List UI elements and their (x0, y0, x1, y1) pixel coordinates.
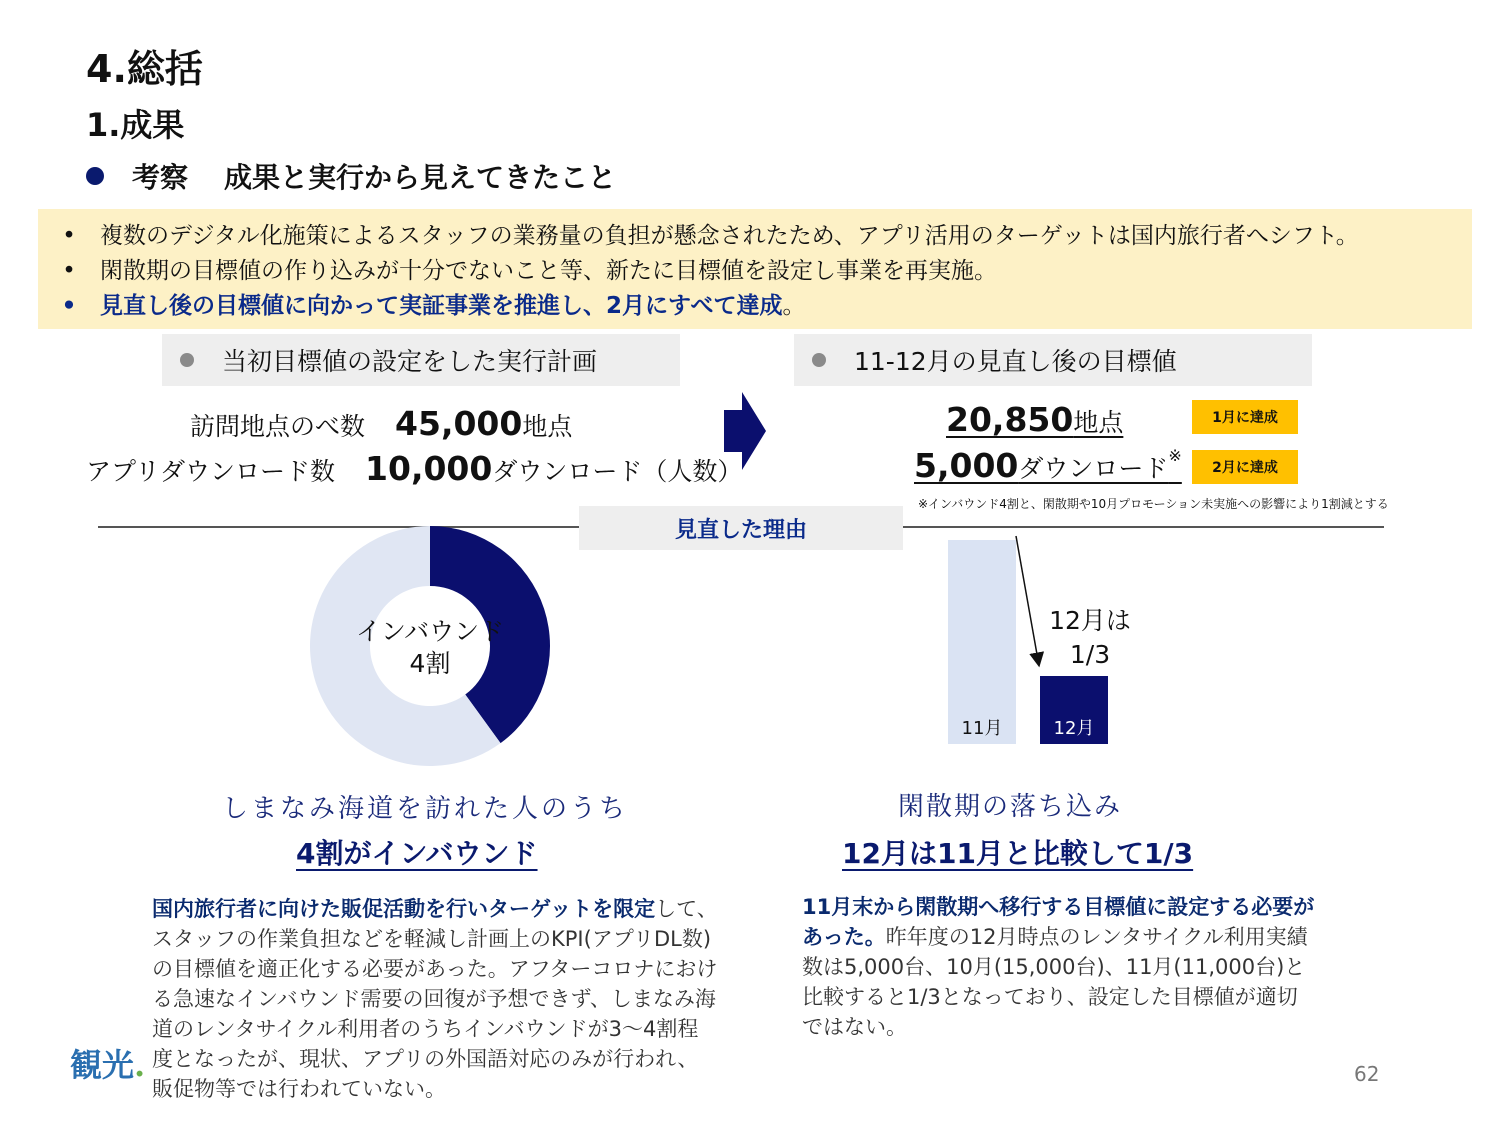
topic-heading (86, 156, 616, 196)
bars-paragraph-rest: 昨年度の12月時点のレンタサイクル利用実績数は5,000台、10月(15,000台)、11月(11,000台)と比較すると1/3となっており、設定した目標値が適切ではない。 (802, 925, 1308, 1039)
summary-item-text: 複数のデジタル化施策によるスタッフの業務量の負担が懸念されたため、アプリ活用のターゲットは国内旅行者へシフト。 (100, 223, 1359, 249)
revised-visits (946, 400, 1123, 439)
donut-caption-bold: 4割がインバウンド (296, 837, 538, 870)
donut-center-label (330, 616, 530, 680)
donut-caption: しまなみ海道を訪れた人のうち (222, 794, 629, 824)
revised-header (794, 334, 1312, 386)
achieved-badge-february: 2月に達成 (1192, 450, 1298, 484)
bar-category-label: 12月 (1053, 718, 1095, 739)
bar-category-label: 11月 (961, 718, 1003, 739)
topic-label: 考察 (132, 161, 189, 194)
summary-item (38, 219, 1472, 254)
revised-downloads-unit: ダウンロード (1018, 454, 1169, 483)
summary-item-highlight (38, 289, 1472, 324)
plan-visits (190, 404, 572, 443)
revised-downloads (914, 446, 1182, 485)
summary-item-text: 閑散期の目標値の作り込みが十分でないこと等、新たに目標値を設定し事業を再実施。 (100, 258, 997, 284)
summary-highlight-tail: 。 (782, 293, 806, 319)
bars-caption-bold: 12月は11月と比較して1/3 (842, 837, 1194, 870)
revised-footnote: ※インバウンド4割と、閑散期や10月プロモーション未実施への影響により1割減とする (918, 497, 1389, 511)
page-number: 62 (1354, 1062, 1380, 1086)
divider-right (902, 526, 1384, 528)
bar-annotation-line1: 12月は (1049, 606, 1131, 635)
revised-visits-unit: 地点 (1073, 408, 1124, 437)
bars-caption: 閑散期の落ち込み (898, 792, 1123, 822)
bars-paragraph-bold: 11月末から閑散期へ移行する目標値に設定する必要があった。 (802, 895, 1315, 949)
right-arrow-icon (722, 390, 768, 472)
plan-downloads (86, 449, 742, 488)
plan-visits-unit: 地点 (522, 412, 573, 441)
bars-paragraph (802, 892, 1318, 1042)
donut-paragraph-bold: 国内旅行者に向けた販促活動を行いターゲットを限定 (152, 897, 656, 921)
achieved-badge-january: 1月に達成 (1192, 400, 1298, 434)
logo-text: 観光 (70, 1046, 135, 1084)
donut-paragraph (152, 894, 718, 1104)
summary-highlight-text: 見直し後の目標値に向かって実証事業を推進し、2月にすべて達成 (100, 293, 783, 319)
kanko-logo (70, 1040, 145, 1086)
topic-description: 成果と実行から見えてきたこと (224, 161, 617, 194)
subsection-title: 1.成果 (86, 106, 185, 144)
plan-downloads-unit: ダウンロード（人数） (492, 457, 743, 486)
plan-downloads-value: 10,000 (365, 449, 493, 488)
bullet-icon: • (62, 258, 76, 284)
donut-center-line1: インバウンド (355, 617, 505, 646)
donut-center-line2: 4割 (409, 649, 451, 678)
summary-list (38, 209, 1472, 324)
summary-box (38, 209, 1472, 329)
revised-downloads-mark: ※ (1168, 446, 1182, 465)
revised-downloads-value: 5,000 (914, 446, 1019, 485)
summary-item (38, 254, 1472, 289)
plan-visits-label: 訪問地点のべ数 (190, 412, 366, 441)
section-title: 4.総括 (86, 47, 203, 91)
bar-annotation-line2: 1/3 (1069, 640, 1111, 669)
plan-title: 当初目標値の設定をした実行計画 (222, 347, 598, 376)
bullet-icon: • (62, 223, 76, 249)
bullet-icon: • (61, 293, 77, 319)
donut-paragraph-rest: して、スタッフの作業負担などを軽減し計画上のKPI(アプリDL数)の目標値を適正化する必要があった。アフターコロナにおける急速なインバウンド需要の回復が予想できず、しまなみ海道のレンタサイクル利用者のうちインバウンドが3～4割程度となったが、現状、アプリの外国語対応のみが行われ、販促物等では行われていない。 (152, 897, 718, 1101)
bar-november (948, 540, 1016, 744)
plan-header (162, 334, 680, 386)
plan-downloads-label: アプリダウンロード数 (86, 457, 336, 486)
gray-dot-icon (812, 353, 826, 367)
revised-title: 11-12月の見直し後の目標値 (854, 347, 1177, 376)
revised-visits-value: 20,850 (946, 400, 1074, 439)
bar-annotation (1030, 604, 1150, 672)
gray-dot-icon (180, 353, 194, 367)
plan-visits-value: 45,000 (395, 404, 523, 443)
reason-label: 見直した理由 (579, 506, 903, 550)
logo-dot: . (134, 1046, 146, 1084)
bullet-dot-icon (86, 167, 104, 185)
